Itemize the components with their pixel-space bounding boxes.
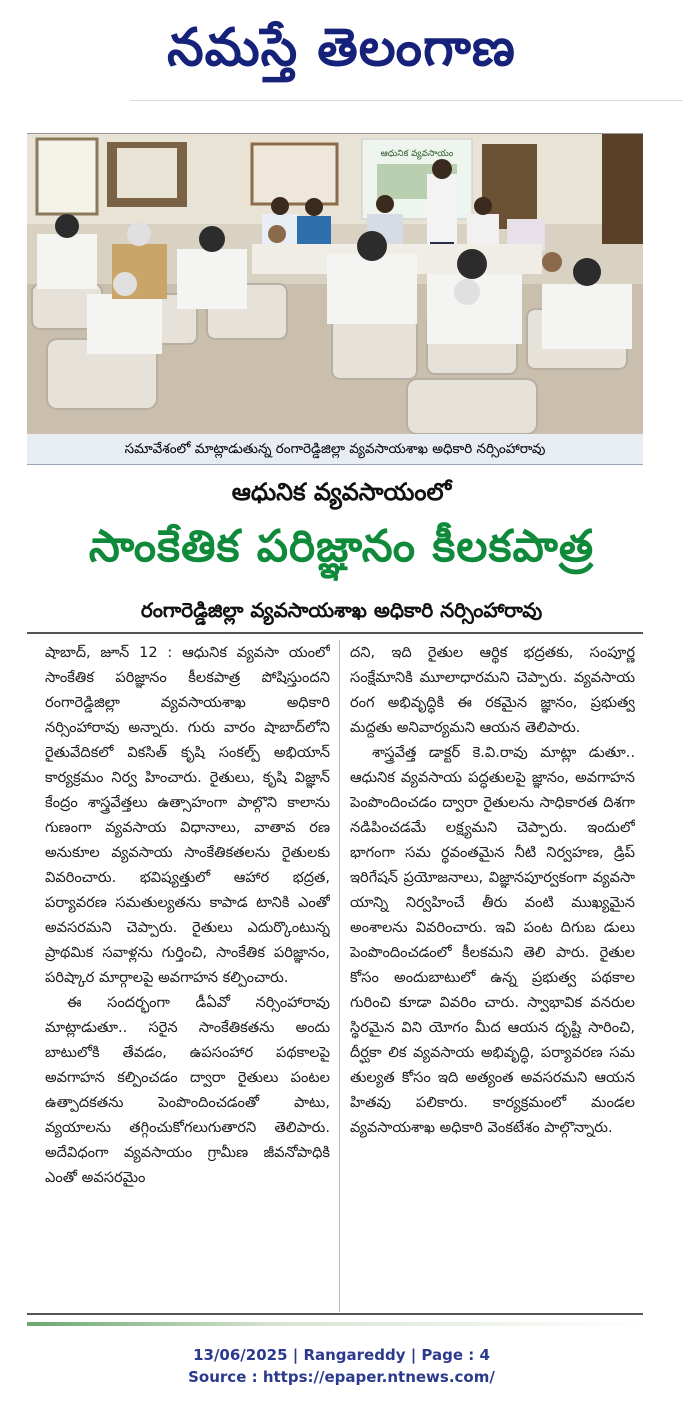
paragraph: షాబాద్, జూన్ 12 : ఆధునిక వ్యవసా యంలో సాంకేతిక పరిజ్ఞానం కీలకపాత్ర పోషిస్తుందని రంగారెడ్డిజిల్లా వ్యవసాయశాఖ అధికారి నర్సింహారావు అన్నారు. గురు వారం షాబాద్‌లోని రైతువేదికలో వికసిత్ కృషి సంకల్ప్ అభియాన్ కార్యక్రమం నిర్వ హించారు. రైతులు, కృషి విజ్ఞాన్ కేంద్రం శాస్త్రవేత్తలు ఉత్సాహంగా పాల్గొని కాలాను గుణంగా వ్యవసాయ విధానాలు, వాతావ రణ అనుకూల వ్యవసాయ సాంకేతికతలను రైతులకు వివరించారు. భవిష్యత్తులో ఆహార భద్రత, పర్యావరణ సమతుల్యతను కాపాడ టానికి ఎంతో అవసరమని చెప్పారు. రైతులు ఎదుర్కొంటున్న ప్రాథమిక సవాళ్లను గుర్తించి, సాంకేతిక పరిజ్ఞానం, పరిష్కార మార్గాలపై అవగాహన కల్పించారు. [45,644,330,986]
article-bottom-divider [27,1313,643,1315]
newspaper-masthead: నమస్తే తెలంగాణ [167,18,516,78]
photo-caption: సమావేశంలో మాట్లాడుతున్న రంగారెడ్డిజిల్లా వ్యవసాయశాఖ అధికారి నర్సింహారావు [27,434,643,465]
column-divider [339,640,340,1312]
audience-meeting-illustration [27,134,643,434]
source-link[interactable]: Source : https://epaper.ntnews.com/ [188,1368,495,1386]
paragraph: శాస్త్రవేత్త డాక్టర్ కె.వి.రావు మాట్లా డుతూ.. ఆధునిక వ్యవసాయ పద్ధతులపై జ్ఞానం, అవగాహన పెంపొందించడం ద్వారా రైతులను సాధికారత దిశగా నడిపించడమే లక్ష్యమని చెప్పారు. ఇందులో భాగంగా సమ ర్థవంతమైన నీటి నిర్వహణ, డ్రిప్ ఇరిగేషన్ ప్రయోజనాలు, విజ్ఞానపూర్వకంగా వ్యవసా యాన్ని నిర్వహించే తీరు వంటి ముఖ్యమైన అంశాలను వివరించారు. ఇవి పంట దిగుబ డులు పెంపొందించడంలో కీలకమని తెలి పారు. రైతుల కోసం అందుబాటులో ఉన్న ప్రభుత్వ పథకాల గురించి కూడా వివరిం చారు. స్వాభావిక వనరుల స్థిరమైన విని యోగం మీద ఆయన దృష్టి సారించి, దీర్ఘకా లిక వ్యవసాయ అభివృద్ధి, పర్యావరణ సమ తుల్యత కోసం ఇది అత్యంత అవసరమని ఆయన హితవు పలికారు. కార్యక్రమంలో మండల వ్యవసాయశాఖ అధికారి వెంకటేశం పాల్గొన్నారు. [350,744,635,1136]
article-kicker: ఆధునిక వ్యవసాయంలో [231,478,452,506]
banner-text: ఆధునిక వ్యవసాయం [380,149,454,159]
article-subhead: రంగారెడ్డిజిల్లా వ్యవసాయశాఖ అధికారి నర్సింహారావు [140,598,543,622]
article-headline: సాంకేతిక పరిజ్ఞానం కీలకపాత్ర [88,521,595,572]
masthead-divider [130,100,683,101]
article-column-2 [350,640,635,1310]
paragraph: దని, ఇది రైతుల ఆర్థిక భద్రతకు, సంపూర్ణ సంక్షేమానికి మూలాధారమని చెప్పారు. వ్యవసాయ రంగ అభివృద్ధికి ఈ రకమైన జ్ఞానం, ప్రభుత్వ మద్దతు అనివార్యమని ఆయన తెలిపారు. [350,644,635,736]
edition-info: 13/06/2025 | Rangareddy | Page : 4 [193,1346,490,1364]
headline-divider [27,632,643,634]
article-column-1 [45,640,330,1310]
paragraph: ఈ సందర్భంగా డీఏవో నర్సింహారావు మాట్లాడుతూ.. సరైన సాంకేతికతను అందు బాటులోకి తేవడం, ఉపసంహార పథకాలపై అవగాహన కల్పించడం ద్వారా రైతులు పంటల ఉత్పాదకతను పెంపొందించడంతో పాటు, వ్యయాలను తగ్గించుకోగలుగుతారని తెలిపారు. అదేవిధంగా వ్యవసాయం గ్రామీణ జీవనోపాధికి ఎంతో అవసరమైం [45,994,330,1186]
event-photo [27,133,643,434]
clipping-edge [27,1322,643,1326]
